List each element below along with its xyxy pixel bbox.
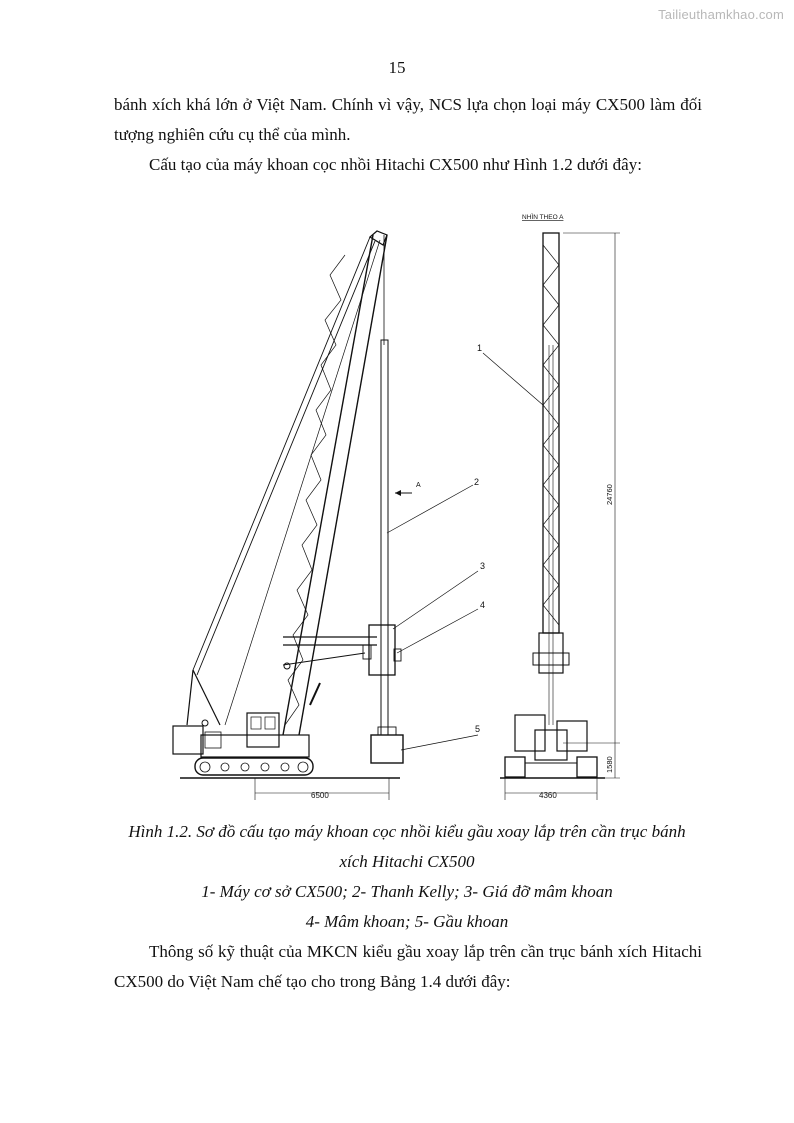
- callout-1: 1: [477, 343, 483, 353]
- figure-caption-legend-2: 4- Mâm khoan; 5- Gầu khoan: [305, 912, 509, 931]
- arrow-label: A: [416, 482, 421, 489]
- dim-height-base: 1580: [605, 756, 614, 773]
- figure-caption-title: Hình 1.2. Sơ đồ cấu tạo máy khoan cọc nhồi kiểu gầu xoay lắp trên cần trục bánh: [128, 822, 686, 841]
- paragraph-structure: Cấu tạo của máy khoan cọc nhồi Hitachi CX500 như Hình 1.2 dưới đây:: [149, 155, 642, 174]
- figure-caption-title-cont: xích Hitachi CX500: [339, 852, 475, 871]
- callout-4: 4: [480, 600, 486, 610]
- paragraph-specs: Thông số kỹ thuật của MKCN kiểu gầu xoay lắp trên cần trục bánh xích Hitachi CX500 do Việt Nam chế tạo cho trong Bảng 1.4 dưới đây:: [114, 942, 702, 991]
- callout-5: 5: [475, 724, 481, 734]
- crane-drill-diagram: [165, 205, 635, 805]
- dim-width-right: 4360: [539, 791, 557, 800]
- side-view: [173, 231, 485, 800]
- dim-width-left: 6500: [311, 791, 329, 800]
- callout-2: 2: [474, 477, 480, 487]
- front-view: [477, 212, 620, 800]
- figure-caption-legend-1: 1- Máy cơ sở CX500; 2- Thanh Kelly; 3- Giá đỡ mâm khoan: [201, 882, 613, 901]
- dim-height-total: 24760: [605, 484, 614, 505]
- callout-3: 3: [480, 561, 486, 571]
- watermark: Tailieuthamkhao.com: [658, 7, 784, 22]
- paragraph-intro: bánh xích khá lớn ở Việt Nam. Chính vì vậy, NCS lựa chọn loại máy CX500 làm đối tượng nghiên cứu cụ thể của mình.: [114, 95, 702, 144]
- page-number: 15: [388, 58, 406, 77]
- view-label: NHÌN THEO A: [522, 214, 564, 221]
